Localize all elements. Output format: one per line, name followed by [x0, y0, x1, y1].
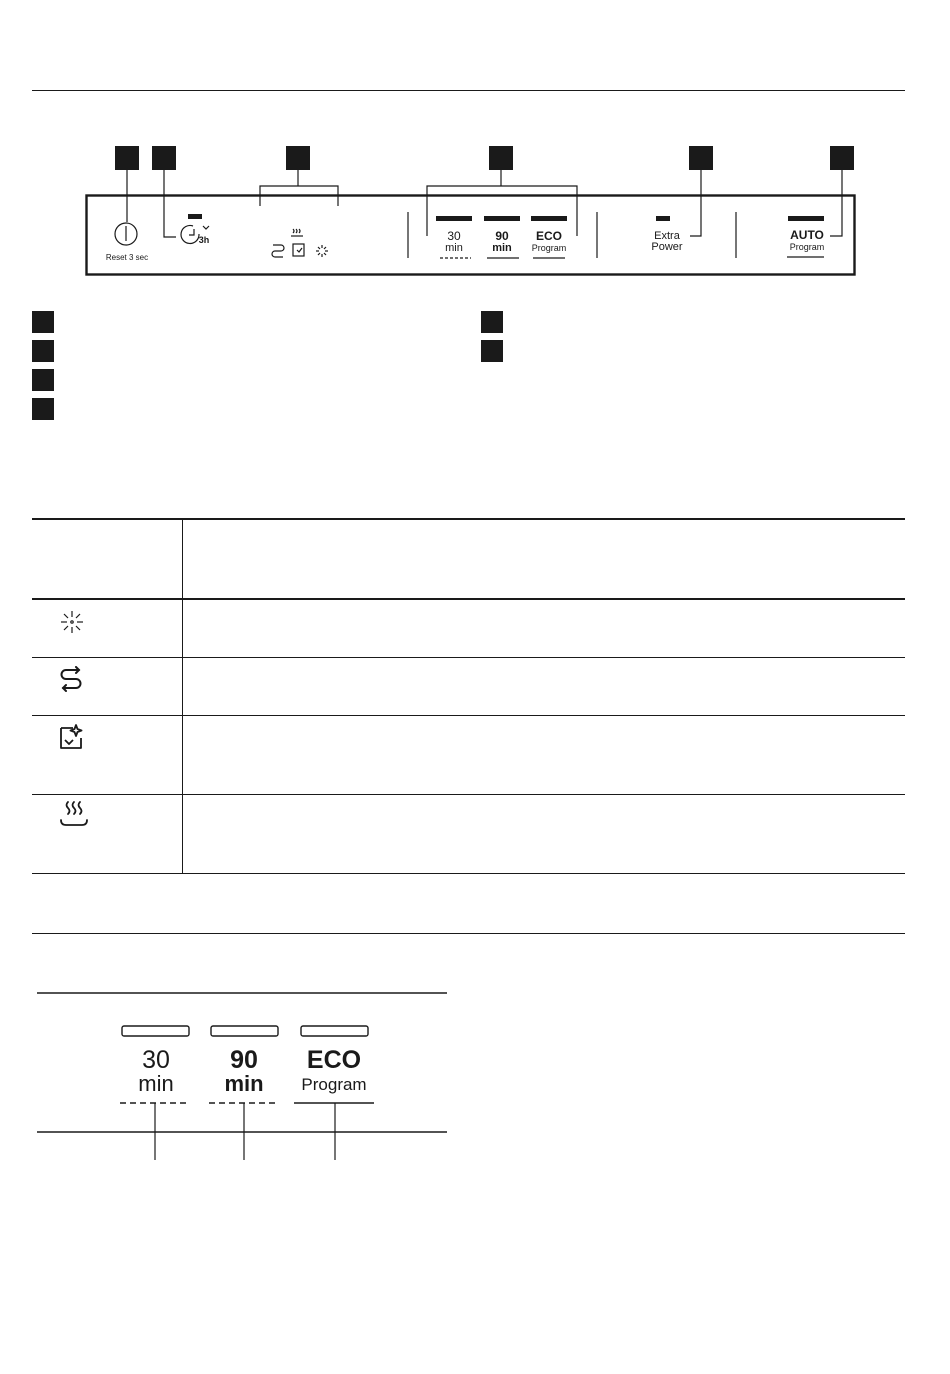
section-rule — [32, 933, 905, 934]
program-30-number[interactable]: 30 — [447, 229, 461, 243]
auto-program-line2: Program — [789, 242, 825, 252]
program-eco-label[interactable]: ECO — [535, 229, 562, 243]
rinse-aid-icon — [57, 666, 85, 692]
legend-marker-2 — [32, 340, 54, 362]
program-90-unit: min — [492, 242, 512, 254]
sparkle-icon — [59, 609, 85, 635]
reset-label: Reset 3 sec — [105, 253, 149, 262]
table-top-rule — [32, 518, 905, 520]
legend-marker-5 — [481, 311, 503, 333]
legend-marker-3 — [32, 369, 54, 391]
program-30-unit: min — [445, 242, 463, 254]
extra-power-line2: Power — [651, 241, 683, 253]
legend-marker-4 — [32, 398, 54, 420]
detail-program-30-number: 30 — [142, 1046, 170, 1074]
extra-power-line1[interactable]: Extra — [654, 230, 680, 242]
auto-program-line1[interactable]: AUTO — [790, 228, 824, 242]
table-row-divider — [32, 598, 905, 600]
table-bottom-rule — [32, 873, 905, 874]
heat-dry-icon — [58, 798, 90, 830]
table-row-divider — [32, 657, 905, 658]
legend-marker-6 — [481, 340, 503, 362]
detail-program-90-number: 90 — [230, 1046, 258, 1074]
legend-marker-1 — [32, 311, 54, 333]
table-row-divider — [32, 794, 905, 795]
detail-program-eco-label: ECO — [306, 1046, 362, 1074]
program-eco-unit: Program — [531, 243, 567, 253]
detail-program-eco-unit: Program — [301, 1075, 367, 1094]
tablet-icon — [59, 724, 85, 750]
detail-program-30-unit: min — [138, 1071, 174, 1096]
program-90-number[interactable]: 90 — [495, 229, 509, 243]
delay-start-label: 3h — [198, 235, 210, 245]
indicator-table — [32, 518, 905, 874]
table-row-divider — [32, 715, 905, 716]
table-column-divider — [182, 520, 183, 873]
detail-program-90-unit: min — [224, 1071, 264, 1096]
